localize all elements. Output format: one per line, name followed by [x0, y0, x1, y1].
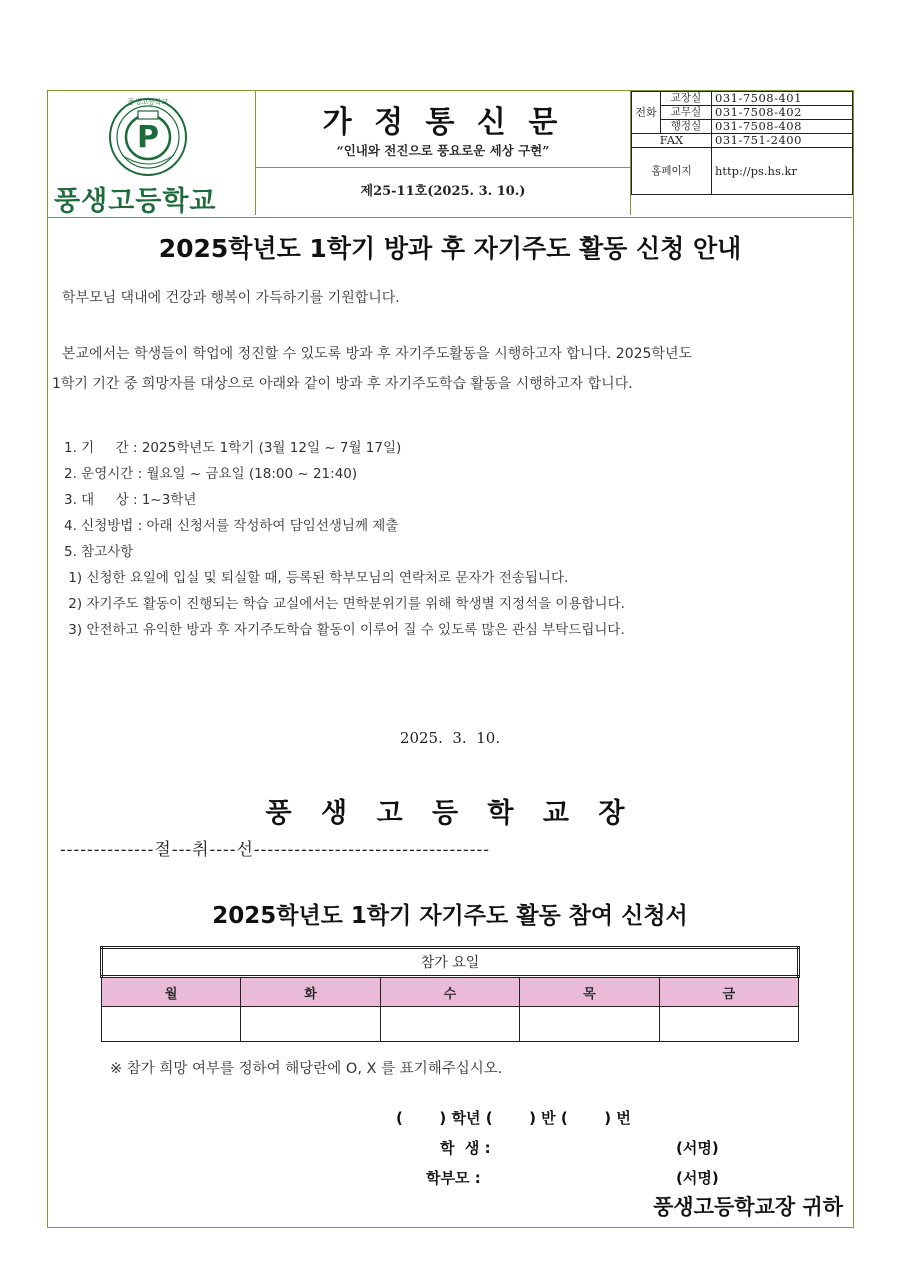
notice-items: [64, 435, 625, 643]
grade-class-number: ( ) 학년 ( ) 반 ( ) 번: [396, 1109, 631, 1127]
list-item: 3. 대 상 : 1~3학년: [64, 492, 197, 508]
list-item: 2. 운영시간 : 월요일 ~ 금요일 (18:00 ~ 21:40): [64, 466, 358, 482]
fax-number: 031-751-2400: [712, 134, 853, 148]
list-item: 2) 자기주도 활동이 진행되는 학습 교실에서는 면학분위기를 위해 학생별 지정석을 이용합니다.: [64, 596, 625, 612]
student-label: 학 생 :: [440, 1139, 491, 1157]
list-item: 3) 안전하고 유익한 방과 후 자기주도학습 활동이 이루어 질 수 있도록 많은 관심 부탁드립니다.: [64, 622, 625, 638]
day-input-cell[interactable]: [520, 1007, 659, 1042]
form-title: 2025학년도 1학기 자기주도 활동 참여 신청서: [212, 903, 688, 929]
dept-label: 교무실: [661, 106, 712, 120]
emblem-label: 풍생고등학교: [127, 98, 169, 106]
notice-title: 2025학년도 1학기 방과 후 자기주도 활동 신청 안내: [158, 234, 742, 263]
day-input-cell[interactable]: [659, 1007, 798, 1042]
form-note: ※ 참가 희망 여부를 정하여 해당란에 O, X 를 표기해주십시오.: [110, 1061, 503, 1077]
notice-date: 2025. 3. 10.: [399, 729, 501, 747]
attendance-table: [100, 946, 800, 1042]
dept-label: 교장실: [661, 92, 712, 106]
parent-label: 학부모 :: [426, 1169, 481, 1187]
day-header: 금: [659, 977, 798, 1007]
table-caption: 참가 요일: [102, 948, 799, 977]
intro-line-2: 1학기 기간 중 희망자를 대상으로 아래와 같이 방과 후 자기주도학습 활동을 시행하고자 합니다.: [52, 376, 633, 392]
day-header: 화: [241, 977, 380, 1007]
student-sign-label: (서명): [676, 1139, 719, 1157]
school-name: 풍생고등학교: [54, 186, 217, 217]
contact-table: [630, 91, 853, 215]
svg-text:P: P: [137, 120, 159, 155]
greeting: 학부모님 댁내에 건강과 행복이 가득하기를 기원합니다.: [62, 290, 400, 306]
school-emblem-icon: [100, 95, 196, 179]
fax-label: FAX: [632, 134, 712, 148]
phone-number: 031-7508-408: [712, 120, 853, 134]
addressee: 풍생고등학교장 귀하: [653, 1195, 843, 1219]
newsletter-title: 가 정 통 신 문: [322, 105, 564, 140]
day-header: 목: [520, 977, 659, 1007]
parent-sign-label: (서명): [676, 1169, 719, 1187]
title-cell: [256, 91, 630, 215]
day-header: 수: [380, 977, 519, 1007]
principal-signature: 풍 생 고 등 학 교 장: [265, 798, 635, 829]
phone-label: 전화: [632, 92, 661, 134]
issue-number: 제25-11호(2025. 3. 10.): [256, 167, 630, 216]
homepage-url: http://ps.hs.kr: [712, 148, 853, 195]
list-item: 4. 신청방법 : 아래 신청서를 작성하여 담임선생님께 제출: [64, 518, 399, 534]
day-input-cell[interactable]: [380, 1007, 519, 1042]
phone-number: 031-7508-402: [712, 106, 853, 120]
logo-cell: [48, 91, 256, 215]
newsletter-frame: [47, 90, 854, 1228]
day-input-cell[interactable]: [241, 1007, 380, 1042]
header: [48, 91, 852, 218]
intro-line-1: 본교에서는 학생들이 학업에 정진할 수 있도록 방과 후 자기주도활동을 시행하고자 합니다. 2025학년도: [62, 346, 692, 362]
day-header: 월: [102, 977, 241, 1007]
cut-line: --------------절---취----선-----------------------------------: [60, 840, 490, 860]
list-item: 5. 참고사항: [64, 544, 134, 560]
list-item: 1) 신청한 요일에 입실 및 퇴실할 때, 등록된 학부모님의 연락처로 문자가 전송됩니다.: [64, 570, 569, 586]
motto: “인내와 전진으로 풍요로운 세상 구현”: [336, 143, 550, 158]
phone-number: 031-7508-401: [712, 92, 853, 106]
list-item: 1. 기 간 : 2025학년도 1학기 (3월 12일 ~ 7월 17일): [64, 440, 402, 456]
day-input-cell[interactable]: [102, 1007, 241, 1042]
dept-label: 행정실: [661, 120, 712, 134]
homepage-label: 홈페이지: [632, 148, 712, 195]
